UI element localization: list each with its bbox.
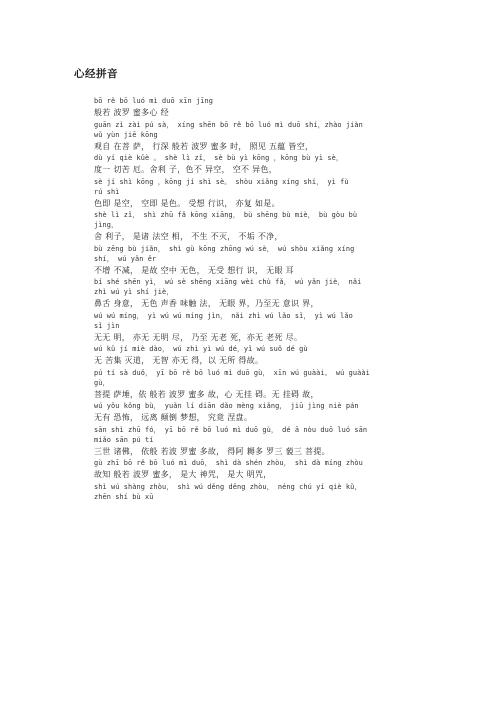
hanzi-line: 菩提 萨埵，依 般若 波罗 蜜多 故，心 无挂 碍。无 挂碍 故， (94, 389, 319, 399)
pinyin-line: wú yǒu kǒng bù， yuǎn lí diān dǎo mèng xiǎng， jiū jìng niè pán (94, 402, 359, 410)
hanzi-line: 度一 切苦 厄。舍利 子，色不 异空， 空不 异色， (94, 165, 278, 174)
hanzi-line: 不增 不减， 是故 空中 无色， 无受 想行 识， 无眼 耳 (94, 265, 294, 275)
pinyin-line: gù， (94, 378, 110, 387)
hanzi-line: 鼻舌 身意， 无色 声香 味触 法， 无眼 界，乃至无 意识 界， (94, 299, 319, 308)
hanzi-line: 色即 是空， 空即 是色。 受想 行识， 亦复 如是。 (94, 198, 280, 208)
hanzi-line: 无无 明， 亦无 无明 尽， 乃至 无老 死，亦无 老死 尽。 (94, 332, 303, 342)
hanzi-line: 三世 诸佛， 依般 若波 罗蜜 多故， 得阿 耨多 罗三 藐三 菩提。 (94, 446, 330, 456)
page-title: 心经拼音 (74, 68, 118, 80)
pinyin-line: shí， wú yǎn ěr (94, 254, 157, 263)
pinyin-line: jìng， (94, 221, 118, 229)
pinyin-line: sè jí shì kōng ，kōng jí shì sè。 shòu xiǎng xíng shí， yì fù (94, 177, 349, 186)
hanzi-line: 故知 般若 波罗 蜜多， 是大 神咒， 是大 明咒， (94, 470, 272, 479)
pinyin-line: bō rě bō luó mì duō xīn jīng (94, 97, 213, 105)
pinyin-line: bù zēng bù jiǎn， shì gù kōng zhōng wú sè， wú shòu xiǎng xíng (94, 244, 355, 253)
hanzi-line: 般若 波罗 蜜多心 经 (94, 108, 169, 117)
pinyin-line: bí shé shēn yì， wú sè shēng xiāng wèi chù fǎ， wú yǎn jiè， nǎi (94, 278, 362, 286)
pinyin-line: gù zhī bō rě bō luó mì duō， shì dà shén zhòu， shì dà míng zhòu (94, 459, 363, 467)
pinyin-line: pú tí sà duǒ， yī bō rě bō luó mì duō gù， xīn wú guàài。 wú guàài (94, 368, 370, 377)
pinyin-line: shì wú shàng zhòu， shì wú děng děng zhòu， néng chú yí qiè kǔ， (94, 482, 362, 491)
hanzi-line: 无有 恐怖， 远离 颠倒 梦想， 究竟 涅盘。 (94, 413, 253, 422)
pinyin-line: rú shì (94, 187, 120, 196)
pinyin-line: shè lì zǐ， shì zhū fǎ kōng xiāng， bù shēng bù miè， bù gòu bù (94, 211, 358, 219)
pinyin-line: wú wú míng， yì wú wú míng jìn， nǎi zhì wú lǎo sǐ， yì wú lǎo (94, 311, 353, 320)
pinyin-line: wǔ yùn jiē kōng (94, 130, 158, 139)
pinyin-line: miǎo sān pú tí (94, 435, 154, 444)
pinyin-line: dù yí qiè kǔè 。 shè lì zǐ， sè bù yì kōng ，kōng bù yì sè， (94, 154, 343, 162)
hanzi-line: 无 苦集 灭道， 无智 亦无 得，以 无所 得故。 (94, 356, 264, 365)
pinyin-line: sǐ jìn (94, 321, 120, 330)
pinyin-line: sān shì zhū fó， yī bō rě bō luó mì duō gù， dé ā nòu duō luó sān (94, 425, 368, 434)
pinyin-line: guān zì zài pú sà， xíng shēn bō rě bō luó mì duō shí，zhào jiàn (94, 120, 363, 129)
pinyin-line: zhì wú yì shí jiè， (94, 288, 174, 296)
pinyin-line: wú kǔ jí miè dào， wú zhì yì wú dé，yǐ wú suǒ dé gù (94, 345, 308, 353)
hanzi-line: 舍 利子， 是诸 法空 相， 不生 不灭， 不垢 不净， (94, 232, 283, 241)
hanzi-line: 观自 在菩 萨， 行深 般若 波罗 蜜多 时， 照见 五蕴 皆空， (94, 141, 314, 151)
pinyin-line: zhēn shí bù xū (94, 492, 154, 501)
document-body (94, 96, 434, 502)
